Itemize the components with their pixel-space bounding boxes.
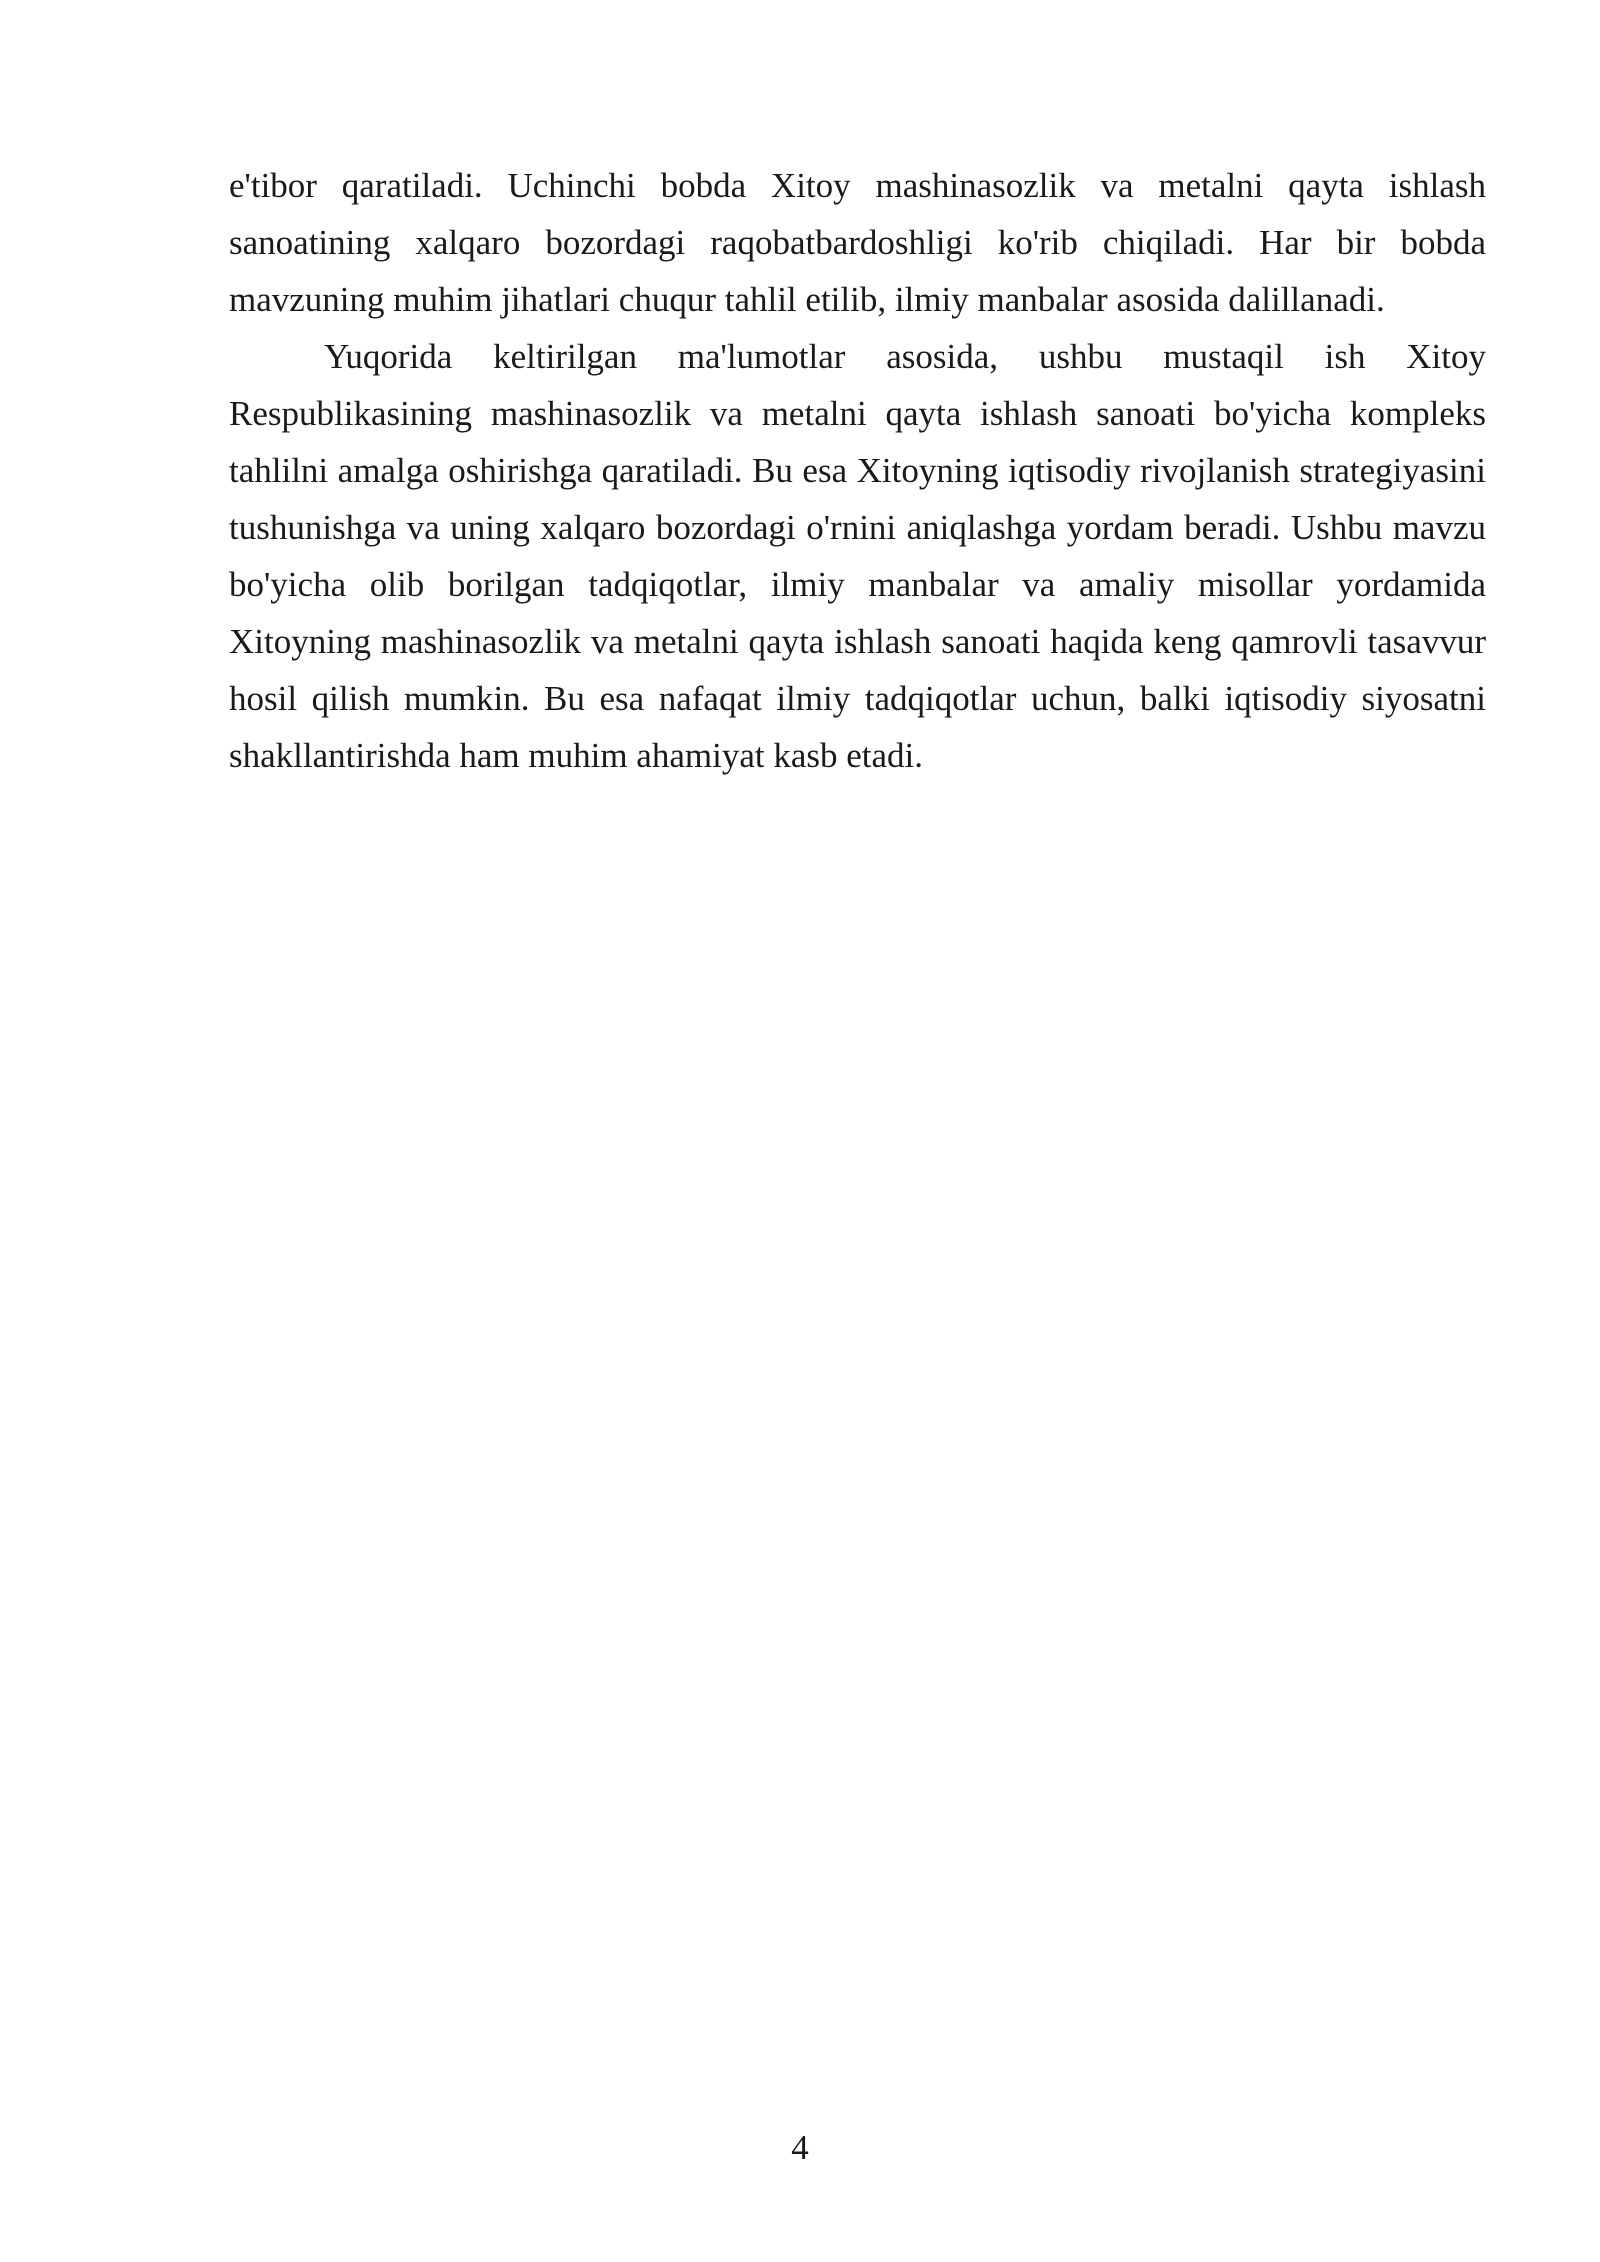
- page-number: 4: [791, 2128, 809, 2167]
- body-text: [229, 157, 1486, 784]
- paragraph-continuation: e'tibor qaratiladi. Uchinchi bobda Xitoy mashinasozlik va metalni qayta ishlash sanoatining xalqaro bozordagi raqobatbardoshligi ko'rib chiqiladi. Har bir bobda mavzuning muhim jihatlari chuqur tahlil etilib, ilmiy manbalar asosida dalillanadi.: [229, 166, 1486, 319]
- paragraph-conclusion: Yuqorida keltirilgan ma'lumotlar asosida, ushbu mustaqil ish Xitoy Respublikasining mashinasozlik va metalni qayta ishlash sanoati bo'yicha kompleks tahlilni amalga oshirishga qaratiladi. Bu esa Xitoyning iqtisodiy rivojlanish strategiyasini tushunishga va uning xalqaro bozordagi o'rnini aniqlashga yordam beradi. Ushbu mavzu bo'yicha olib borilgan tadqiqotlar, ilmiy manbalar va amaliy misollar yordamida Xitoyning mashinasozlik va metalni qayta ishlash sanoati haqida keng qamrovli tasavvur hosil qilish mumkin. Bu esa nafaqat ilmiy tadqiqotlar uchun, balki iqtisodiy siyosatni shakllantirishda ham muhim ahamiyat kasb etadi.: [229, 337, 1486, 775]
